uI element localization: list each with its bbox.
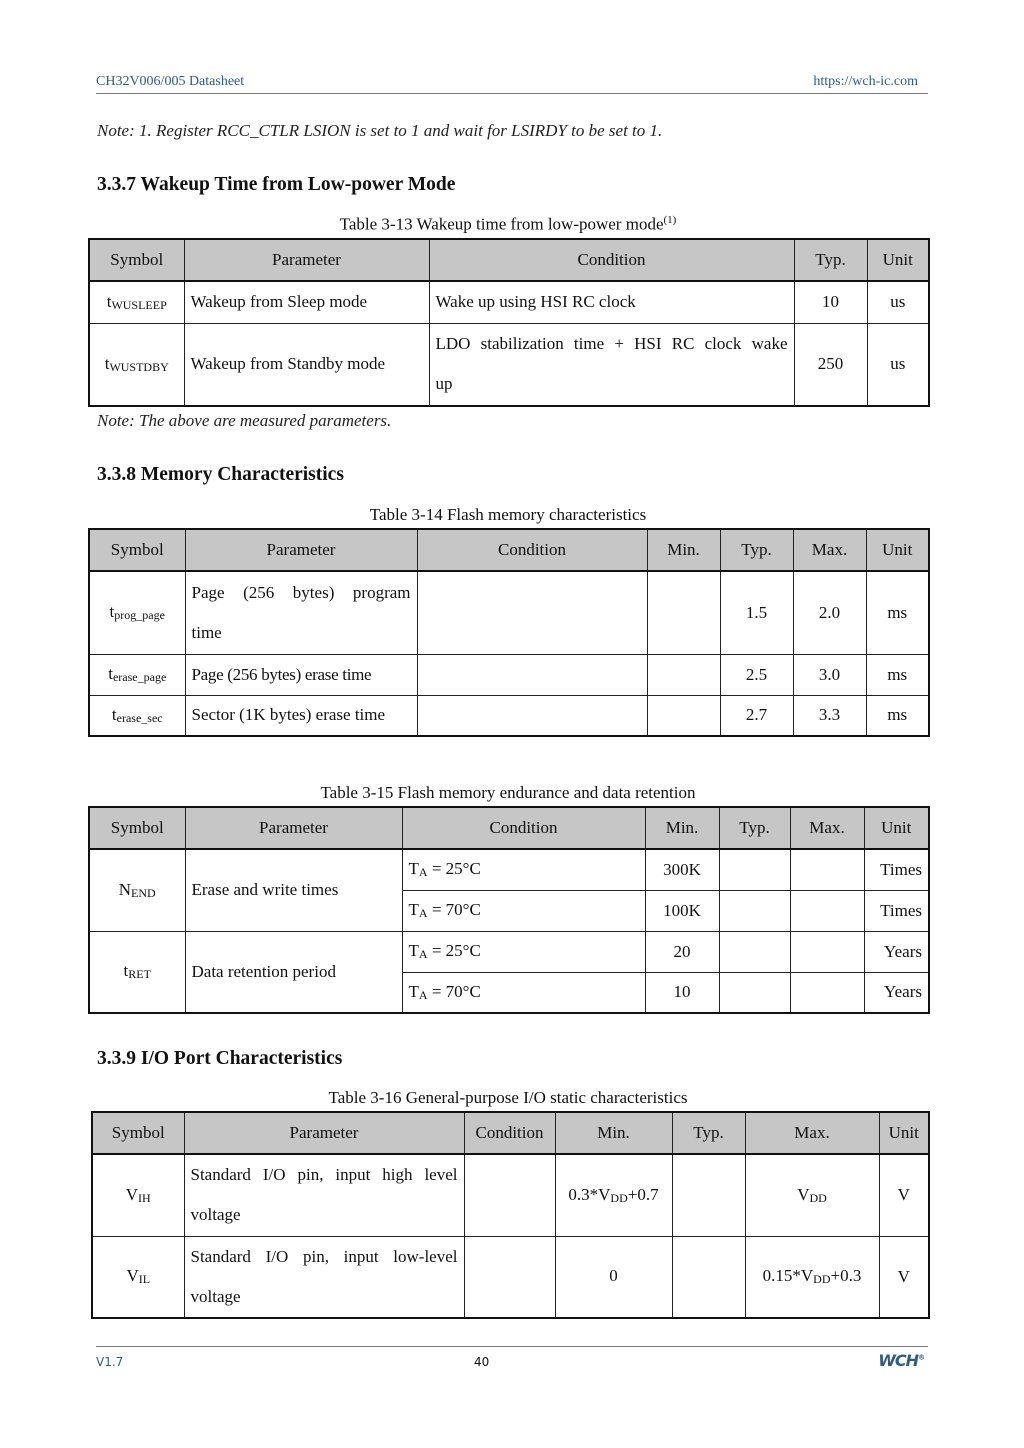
cell-condition xyxy=(464,1154,555,1236)
cell-typ: 2.7 xyxy=(720,695,793,736)
note-measured: Note: The above are measured parameters. xyxy=(97,411,392,430)
condition-subscript: A xyxy=(418,987,428,1002)
symbol-base: N xyxy=(118,879,132,899)
condition-base: T xyxy=(408,981,419,1001)
wch-logo xyxy=(878,1351,924,1370)
cell-max xyxy=(790,972,864,1013)
cell-max: 3.0 xyxy=(793,654,866,695)
cell-max xyxy=(790,890,864,931)
cell-parameter: Data retention period xyxy=(185,931,402,1013)
cell-typ xyxy=(719,890,790,931)
table-flash-characteristics xyxy=(88,528,930,737)
table-row xyxy=(89,654,929,695)
table-row xyxy=(89,281,929,323)
col-header: Unit xyxy=(866,529,929,571)
table-row xyxy=(92,1154,929,1236)
table-caption-3-15: Table 3-15 Flash memory endurance and data retention xyxy=(320,783,696,802)
cell-unit: Years xyxy=(864,972,929,1013)
parameter-line: voltage xyxy=(190,1286,241,1306)
cell-typ xyxy=(672,1236,745,1318)
cell-symbol xyxy=(89,323,184,406)
symbol-base: V xyxy=(125,1184,139,1204)
cell-min: 100K xyxy=(645,890,719,931)
table-row xyxy=(92,1236,929,1318)
condition-line: up xyxy=(435,374,453,394)
cell-max xyxy=(745,1154,879,1236)
table-caption-3-13 xyxy=(88,214,928,235)
cell-condition xyxy=(464,1236,555,1318)
col-header: Symbol xyxy=(89,239,184,281)
cell-unit: V xyxy=(879,1236,929,1318)
symbol-subscript: END xyxy=(131,885,156,900)
cell-condition xyxy=(402,849,645,890)
cell-max xyxy=(745,1236,879,1318)
cell-max: 3.3 xyxy=(793,695,866,736)
cell-typ xyxy=(719,931,790,972)
cell-parameter: Sector (1K bytes) erase time xyxy=(185,695,417,736)
cell-typ: 10 xyxy=(794,281,867,323)
col-header: Max. xyxy=(745,1112,879,1154)
cell-min xyxy=(555,1154,672,1236)
symbol-subscript: RET xyxy=(128,967,151,982)
cell-typ: 2.5 xyxy=(720,654,793,695)
cell-parameter xyxy=(184,1154,464,1236)
max-subscript: DD xyxy=(809,1190,827,1205)
col-header: Parameter xyxy=(184,1112,464,1154)
cell-symbol xyxy=(92,1236,184,1318)
col-header: Typ. xyxy=(672,1112,745,1154)
cell-max xyxy=(790,931,864,972)
min-subscript: DD xyxy=(610,1190,628,1205)
table-header-row xyxy=(89,807,929,849)
col-header: Max. xyxy=(790,807,864,849)
note-lsion: Note: 1. Register RCC_CTLR LSION is set to 1 and wait for LSIRDY to be set to 1. xyxy=(97,121,663,140)
section-heading-3-3-9: 3.3.9 I/O Port Characteristics xyxy=(97,1048,343,1069)
cell-parameter: Erase and write times xyxy=(185,849,402,931)
table-header-row xyxy=(92,1112,929,1154)
cell-typ xyxy=(719,849,790,890)
cell-unit: ms xyxy=(866,654,929,695)
condition-value: = 25°C xyxy=(427,859,481,879)
document-title: CH32V006/005 Datasheet xyxy=(96,74,245,89)
registered-mark: ® xyxy=(918,1353,924,1362)
cell-typ: 1.5 xyxy=(720,571,793,654)
table-row xyxy=(89,931,929,972)
section-heading-3-3-8: 3.3.8 Memory Characteristics xyxy=(97,464,344,485)
cell-unit: us xyxy=(867,323,929,406)
max-suffix: +0.3 xyxy=(830,1266,862,1286)
table-row xyxy=(89,695,929,736)
cell-typ xyxy=(672,1154,745,1236)
cell-condition: Wake up using HSI RC clock xyxy=(429,281,794,323)
table-row xyxy=(89,571,929,654)
symbol-base: t xyxy=(109,602,115,622)
condition-subscript: A xyxy=(418,906,428,920)
cell-condition xyxy=(402,890,645,931)
version-label: V1.7 xyxy=(96,1355,124,1369)
table-flash-endurance xyxy=(88,806,930,1014)
symbol-base: t xyxy=(108,664,113,683)
min-base: 0.3*V xyxy=(568,1184,611,1204)
symbol-base: t xyxy=(111,704,117,724)
col-header: Condition xyxy=(402,807,645,849)
parameter-line: Standard I/O pin, input low-level xyxy=(190,1246,458,1266)
cell-typ xyxy=(719,972,790,1013)
cell-unit: ms xyxy=(866,695,929,736)
cell-symbol xyxy=(92,1154,184,1236)
col-header: Parameter xyxy=(185,529,417,571)
table-caption-3-16: Table 3-16 General-purpose I/O static characteristics xyxy=(328,1088,688,1107)
cell-max xyxy=(790,849,864,890)
logo-text: WCH xyxy=(878,1351,918,1370)
col-header: Symbol xyxy=(92,1112,184,1154)
cell-min: 20 xyxy=(645,931,719,972)
cell-min xyxy=(647,695,720,736)
col-header: Typ. xyxy=(794,239,867,281)
cell-parameter: Wakeup from Sleep mode xyxy=(184,281,429,323)
col-header: Typ. xyxy=(719,807,790,849)
cell-symbol xyxy=(89,654,185,695)
col-header: Condition xyxy=(429,239,794,281)
symbol-subscript: erase_sec xyxy=(116,710,163,725)
col-header: Symbol xyxy=(89,529,185,571)
cell-symbol xyxy=(89,931,185,1013)
condition-value: = 70°C xyxy=(427,900,481,919)
condition-line: LDO stabilization time + HSI RC clock wake xyxy=(435,334,788,354)
cell-condition xyxy=(417,695,647,736)
cell-min xyxy=(555,1236,672,1318)
min-suffix: +0.7 xyxy=(627,1184,659,1204)
condition-base: T xyxy=(408,859,419,879)
caption-text: Table 3-13 Wakeup time from low-power mode xyxy=(339,214,664,234)
col-header: Unit xyxy=(864,807,929,849)
cell-min xyxy=(647,654,720,695)
col-header: Max. xyxy=(793,529,866,571)
min-base: 0 xyxy=(609,1266,618,1286)
table-caption-3-14: Table 3-14 Flash memory characteristics xyxy=(369,505,647,524)
col-header: Min. xyxy=(647,529,720,571)
col-header: Min. xyxy=(645,807,719,849)
parameter-line: Page (256 bytes) program xyxy=(191,582,411,602)
cell-unit: us xyxy=(867,281,929,323)
max-subscript: DD xyxy=(813,1272,831,1287)
cell-parameter xyxy=(185,571,417,654)
condition-value: = 70°C xyxy=(427,981,481,1001)
cell-parameter: Wakeup from Standby mode xyxy=(184,323,429,406)
cell-min xyxy=(647,571,720,654)
condition-base: T xyxy=(408,941,419,960)
cell-min: 300K xyxy=(645,849,719,890)
parameter-line: Standard I/O pin, input high level xyxy=(190,1165,458,1185)
max-base: V xyxy=(797,1184,810,1204)
cell-min: 10 xyxy=(645,972,719,1013)
cell-symbol xyxy=(89,571,185,654)
cell-parameter: Page (256 bytes) erase time xyxy=(185,654,417,695)
col-header: Condition xyxy=(464,1112,555,1154)
col-header: Symbol xyxy=(89,807,185,849)
symbol-base: t xyxy=(123,961,129,981)
cell-unit: Times xyxy=(864,849,929,890)
table-header-row xyxy=(89,239,929,281)
cell-unit: ms xyxy=(866,571,929,654)
table-wakeup-time xyxy=(88,238,930,407)
symbol-subscript: IL xyxy=(138,1272,151,1287)
cell-condition xyxy=(417,571,647,654)
page-header xyxy=(96,72,928,94)
caption-footnote-mark: (1) xyxy=(663,214,677,226)
col-header: Unit xyxy=(867,239,929,281)
cell-typ: 250 xyxy=(794,323,867,406)
condition-subscript: A xyxy=(418,865,428,880)
cell-symbol xyxy=(89,281,184,323)
website-url[interactable]: https://wch-ic.com xyxy=(813,74,918,89)
condition-base: T xyxy=(408,900,419,919)
col-header: Typ. xyxy=(720,529,793,571)
col-header: Parameter xyxy=(184,239,429,281)
symbol-base: V xyxy=(126,1266,139,1286)
parameter-line: voltage xyxy=(190,1205,241,1225)
condition-value: = 25°C xyxy=(427,941,481,960)
cell-condition xyxy=(402,931,645,972)
symbol-subscript: IH xyxy=(138,1190,151,1205)
cell-symbol xyxy=(89,695,185,736)
cell-condition xyxy=(402,972,645,1013)
table-gpio-static xyxy=(91,1111,930,1319)
col-header: Unit xyxy=(879,1112,929,1154)
symbol-subscript: prog_page xyxy=(114,608,165,623)
col-header: Parameter xyxy=(185,807,402,849)
col-header: Min. xyxy=(555,1112,672,1154)
cell-unit: V xyxy=(879,1154,929,1236)
table-row xyxy=(89,323,929,406)
symbol-subscript: erase_page xyxy=(112,670,167,684)
condition-subscript: A xyxy=(418,947,428,961)
symbol-subscript: WUSTDBY xyxy=(109,359,169,374)
symbol-base: t xyxy=(106,291,112,311)
cell-parameter xyxy=(184,1236,464,1318)
cell-max: 2.0 xyxy=(793,571,866,654)
table-header-row xyxy=(89,529,929,571)
section-heading-3-3-7: 3.3.7 Wakeup Time from Low-power Mode xyxy=(97,174,456,195)
col-header: Condition xyxy=(417,529,647,571)
cell-condition xyxy=(429,323,794,406)
cell-unit: Years xyxy=(864,931,929,972)
symbol-base: t xyxy=(104,353,110,373)
table-row xyxy=(89,849,929,890)
cell-condition xyxy=(417,654,647,695)
cell-symbol xyxy=(89,849,185,931)
symbol-subscript: WUSLEEP xyxy=(111,297,167,312)
page-number: 40 xyxy=(474,1355,490,1369)
cell-unit: Times xyxy=(864,890,929,931)
page-footer xyxy=(96,1346,928,1370)
parameter-line: time xyxy=(191,622,222,642)
max-base: 0.15*V xyxy=(762,1266,814,1286)
